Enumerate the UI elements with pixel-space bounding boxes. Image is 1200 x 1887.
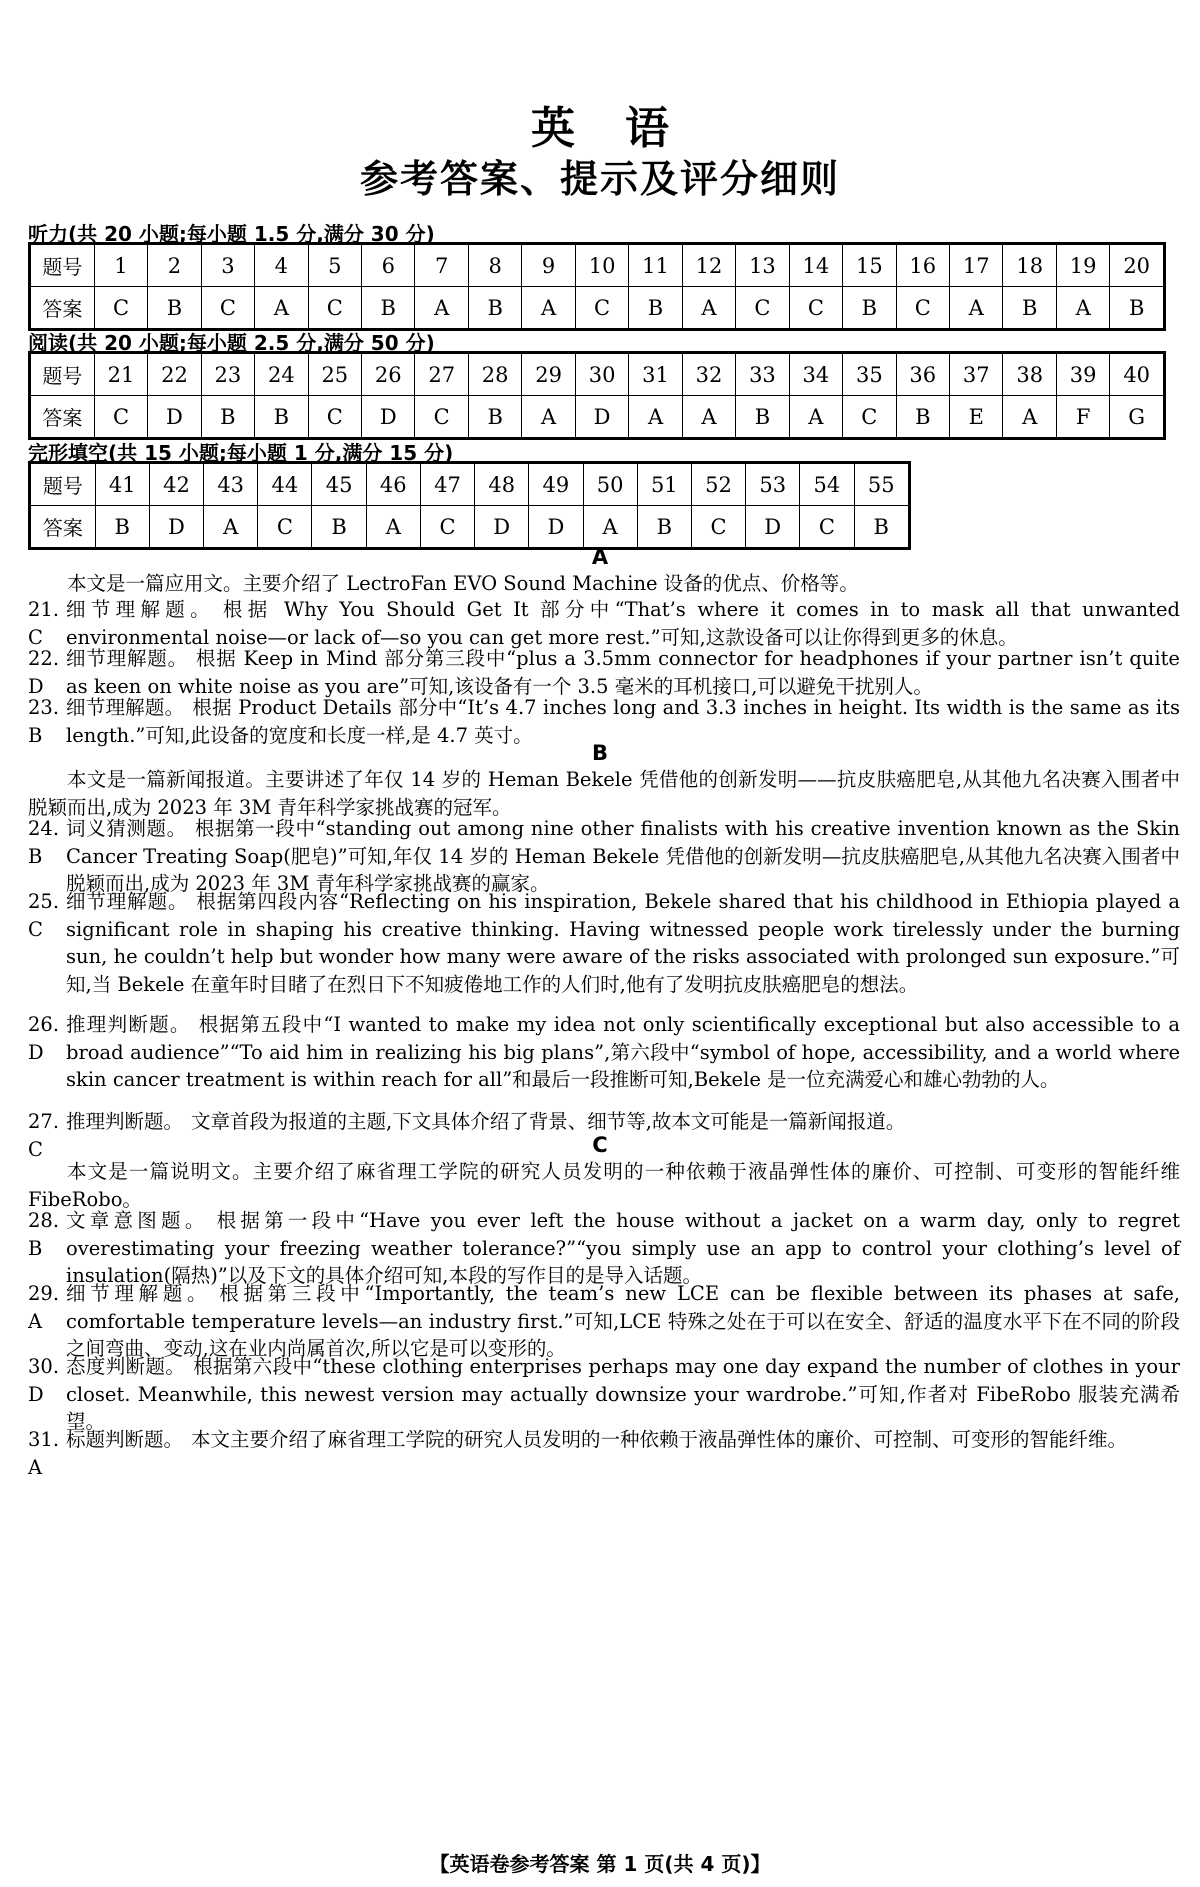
answer-cell: A [255, 287, 308, 330]
explanation-text: 文章首段为报道的主题,下文具体介绍了背景、细节等,故本文可能是一篇新闻报道。 [191, 1110, 906, 1133]
row-label-answer: 答案 [30, 287, 95, 330]
answer-cell: B [201, 396, 254, 439]
question-number-cell: 55 [854, 463, 909, 506]
row-label-answer: 答案 [30, 506, 96, 549]
explanation-text: 根据第三段中“Importantly, the team’s new LCE can be flexible between its phases at safe, comfortable temperature levels—an industry first.”可知,LCE 特殊之处在于可以在安全、舒适的温度水平下在不同的阶段之间弯曲、变动,这在业内尚属首次,所以它是可以变形的。 [66, 1282, 1180, 1360]
passage-b-heading: B [591, 741, 608, 765]
row-label-question: 题号 [30, 353, 95, 396]
explanation-31 [28, 1426, 1180, 1479]
answer-cell: A [1003, 396, 1056, 439]
answer-cell: A [789, 396, 842, 439]
question-number-cell: 40 [1110, 353, 1165, 396]
question-number-cell: 38 [1003, 353, 1056, 396]
question-number-cell: 42 [149, 463, 203, 506]
question-number-cell: 19 [1056, 244, 1109, 287]
question-number-cell: 10 [575, 244, 628, 287]
answer-cell: A [682, 396, 735, 439]
question-number-cell: 32 [682, 353, 735, 396]
answer-cell: C [789, 287, 842, 330]
answer-cell: C [94, 287, 147, 330]
question-number-cell: 49 [529, 463, 583, 506]
answer-cell: B [896, 396, 949, 439]
question-number-cell: 22 [148, 353, 201, 396]
question-type: 细节理解题。 [66, 647, 188, 670]
explanation-text: 根据第一段中“Have you ever left the house without a jacket on a warm day, only to regret overestimating your freezing weather tolerance?”“you simply use an app to control your clothing’s level of insulation(隔热)”以及下文的具体介绍可知,本段的写作目的是导入话题。 [66, 1209, 1180, 1287]
passage-b-summary: 本文是一篇新闻报道。主要讲述了年仅 14 岁的 Heman Bekele 凭借他的创新发明——抗皮肤癌肥皂,从其他九名决赛入围者中脱颖而出,成为 2023 年 3M 青年科学家挑战赛的冠军。 [28, 768, 1180, 819]
answer-cell: A [415, 287, 468, 330]
table-row-numbers [30, 463, 910, 506]
row-label-answer: 答案 [30, 396, 95, 439]
question-type: 细节理解题。 [66, 598, 215, 621]
question-answer: 31. A [28, 1428, 60, 1479]
question-number-cell: 52 [691, 463, 745, 506]
question-number-cell: 9 [522, 244, 575, 287]
question-number-cell: 34 [789, 353, 842, 396]
answer-cell: A [522, 287, 575, 330]
answer-cell: B [312, 506, 366, 549]
answer-cell: D [148, 396, 201, 439]
question-number-cell: 17 [950, 244, 1003, 287]
question-answer: 26. D [28, 1013, 60, 1064]
question-number-cell: 53 [746, 463, 800, 506]
passage-c-summary: 本文是一篇说明文。主要介绍了麻省理工学院的研究人员发明的一种依赖于液晶弹性体的廉价、可控制、可变形的智能纤维 FibeRobo。 [28, 1160, 1180, 1211]
row-label-question: 题号 [30, 463, 96, 506]
explanation-text: 根据第六段中“these clothing enterprises perhaps may one day expand the number of clothes in your closet. Meanwhile, this newest version may actually downsize your wardrobe.”可知,作者对 FibeRobo 服装充满希望。 [66, 1355, 1180, 1433]
explanation-27 [28, 1108, 1180, 1161]
answer-cell: C [415, 396, 468, 439]
question-number-cell: 28 [468, 353, 521, 396]
answer-cell: C [308, 287, 361, 330]
explanation-text: 根据 Keep in Mind 部分第三段中“plus a 3.5mm connector for headphones if your partner isn’t quite as keen on white noise as you are”可知,该设备有一个 3.5 毫米的耳机接口,可以避免干扰别人。 [66, 647, 1180, 698]
answer-cell: B [468, 396, 521, 439]
answer-cell: B [148, 287, 201, 330]
question-answer: 24. B [28, 817, 60, 868]
question-number-cell: 1 [94, 244, 147, 287]
answer-cell: A [1056, 287, 1109, 330]
question-number-cell: 11 [629, 244, 682, 287]
question-number-cell: 20 [1110, 244, 1165, 287]
question-answer: 21. C [28, 598, 60, 649]
question-number-cell: 24 [255, 353, 308, 396]
passage-a-summary: 本文是一篇应用文。主要介绍了 LectroFan EVO Sound Machine 设备的优点、价格等。 [67, 572, 859, 595]
question-number-cell: 25 [308, 353, 361, 396]
answer-cell: D [149, 506, 203, 549]
question-number-cell: 50 [583, 463, 637, 506]
question-answer: 27. C [28, 1110, 60, 1161]
answer-table-reading [28, 351, 1166, 440]
answer-cell: C [575, 287, 628, 330]
question-answer: 22. D [28, 647, 60, 698]
question-number-cell: 43 [204, 463, 258, 506]
question-number-cell: 2 [148, 244, 201, 287]
passage-c-heading: C [592, 1133, 608, 1157]
answer-cell: D [362, 396, 415, 439]
answer-cell: C [308, 396, 361, 439]
question-number-cell: 5 [308, 244, 361, 287]
answer-cell: B [629, 287, 682, 330]
page-subtitle: 参考答案、提示及评分细则 [359, 157, 840, 201]
question-number-cell: 13 [736, 244, 789, 287]
question-answer: 29. A [28, 1282, 60, 1333]
question-number-cell: 33 [736, 353, 789, 396]
question-number-cell: 41 [95, 463, 149, 506]
answer-table-listening [28, 242, 1166, 331]
explanation-25 [28, 888, 1180, 998]
answer-cell: G [1110, 396, 1165, 439]
question-answer: 30. D [28, 1355, 60, 1406]
answer-cell: C [896, 287, 949, 330]
question-number-cell: 51 [637, 463, 691, 506]
question-type: 词义猜测题。 [66, 817, 187, 840]
question-type: 细节理解题。 [66, 696, 185, 719]
question-number-cell: 21 [94, 353, 147, 396]
explanation-28 [28, 1207, 1180, 1290]
question-number-cell: 26 [362, 353, 415, 396]
answer-cell: C [201, 287, 254, 330]
question-number-cell: 18 [1003, 244, 1056, 287]
question-number-cell: 14 [789, 244, 842, 287]
answer-cell: A [366, 506, 420, 549]
explanation-text: 根据第四段内容“Reflecting on his inspiration, Bekele shared that his childhood in Ethiopia played a significant role in shaping his creative thinking. Having witnessed people work tirelessly under the burning sun, he couldn’t help but wonder how many were aware of the risks associated with prolonged sun exposure.”可知,当 Bekele 在童年时目睹了在烈日下不知疲倦地工作的人们时,他有了发明抗皮肤癌肥皂的想法。 [66, 890, 1180, 996]
explanation-26 [28, 1011, 1180, 1094]
row-label-question: 题号 [30, 244, 95, 287]
explanation-text: 根据 Why You Should Get It 部分中“That’s where it comes in to mask all that unwanted environmental noise—or lack of—so you can get more rest.”可知,这款设备可以让你得到更多的休息。 [66, 598, 1180, 649]
question-number-cell: 47 [420, 463, 474, 506]
answer-cell: C [843, 396, 896, 439]
question-answer: 23. B [28, 696, 60, 747]
question-number-cell: 36 [896, 353, 949, 396]
answer-cell: B [854, 506, 909, 549]
question-number-cell: 30 [575, 353, 628, 396]
page-title: 英语 [531, 103, 719, 154]
answer-cell: A [204, 506, 258, 549]
answer-cell: C [800, 506, 854, 549]
table-row-numbers [30, 244, 1165, 287]
table-row-answers [30, 287, 1165, 330]
question-answer: 28. B [28, 1209, 60, 1260]
question-type: 细节理解题。 [66, 1282, 212, 1305]
question-number-cell: 54 [800, 463, 854, 506]
answer-cell: B [637, 506, 691, 549]
explanation-30 [28, 1353, 1180, 1436]
explanation-text: 根据第五段中“I wanted to make my idea not only scientifically exceptional but also accessible to a broad audience”“To aid him in realizing his big plans”,第六段中“symbol of hope, accessibility, and a world where skin cancer treatment is within reach for all”和最后一段推断可知,Bekele 是一位充满爱心和雄心勃勃的人。 [66, 1013, 1180, 1091]
question-number-cell: 35 [843, 353, 896, 396]
question-number-cell: 29 [522, 353, 575, 396]
question-number-cell: 4 [255, 244, 308, 287]
question-number-cell: 48 [475, 463, 529, 506]
question-type: 标题判断题。 [66, 1428, 184, 1451]
passage-a-heading: A [591, 545, 609, 569]
explanation-22 [28, 645, 1180, 700]
answer-cell: C [258, 506, 312, 549]
page-footer: 【英语卷参考答案 第 1 页(共 4 页)】 [429, 1852, 771, 1876]
explanation-text: 本文主要介绍了麻省理工学院的研究人员发明的一种依赖于液晶弹性体的廉价、可控制、可变形的智能纤维。 [191, 1428, 1128, 1451]
answer-cell: D [746, 506, 800, 549]
answer-cell: C [94, 396, 147, 439]
answer-cell: C [420, 506, 474, 549]
explanation-text: 根据 Product Details 部分中“It’s 4.7 inches long and 3.3 inches in height. Its width is the same as its length.”可知,此设备的宽度和长度一样,是 4.7 英寸。 [66, 696, 1180, 747]
question-type: 推理判断题。 [66, 1013, 191, 1036]
question-number-cell: 8 [468, 244, 521, 287]
answer-cell: B [468, 287, 521, 330]
question-number-cell: 27 [415, 353, 468, 396]
question-number-cell: 7 [415, 244, 468, 287]
question-number-cell: 44 [258, 463, 312, 506]
answer-cell: B [1110, 287, 1165, 330]
question-number-cell: 39 [1056, 353, 1109, 396]
question-number-cell: 12 [682, 244, 735, 287]
answer-table-cloze [28, 461, 911, 550]
question-number-cell: 16 [896, 244, 949, 287]
answer-cell: B [362, 287, 415, 330]
answer-cell: A [522, 396, 575, 439]
explanation-text: 根据第一段中“standing out among nine other finalists with his creative invention known as the Skin Cancer Treating Soap(肥皂)”可知,年仅 14 岁的 Heman Bekele 凭借他的创新发明—抗皮肤癌肥皂,从其他九名决赛入围者中脱颖而出,成为 2023 年 3M 青年科学家挑战赛的赢家。 [66, 817, 1180, 895]
question-number-cell: 15 [843, 244, 896, 287]
question-number-cell: 31 [629, 353, 682, 396]
question-type: 推理判断题。 [66, 1110, 184, 1133]
explanation-29 [28, 1280, 1180, 1363]
section-heading-reading: 阅读(共 20 小题;每小题 2.5 分,满分 50 分) [28, 331, 435, 355]
answer-cell: C [736, 287, 789, 330]
answer-cell: B [1003, 287, 1056, 330]
table-row-answers [30, 506, 910, 549]
question-number-cell: 23 [201, 353, 254, 396]
question-number-cell: 46 [366, 463, 420, 506]
answer-cell: A [682, 287, 735, 330]
answer-cell: B [843, 287, 896, 330]
answer-cell: A [950, 287, 1003, 330]
answer-cell: D [575, 396, 628, 439]
question-answer: 25. C [28, 890, 60, 941]
answer-cell: C [691, 506, 745, 549]
question-number-cell: 45 [312, 463, 366, 506]
table-row-answers [30, 396, 1165, 439]
question-type: 细节理解题。 [66, 890, 189, 913]
answer-cell: D [475, 506, 529, 549]
answer-cell: F [1056, 396, 1109, 439]
explanation-21 [28, 596, 1180, 651]
section-heading-cloze: 完形填空(共 15 小题;每小题 1 分,满分 15 分) [28, 441, 454, 465]
question-type: 文章意图题。 [66, 1209, 209, 1232]
answer-cell: D [529, 506, 583, 549]
answer-cell: A [583, 506, 637, 549]
question-number-cell: 6 [362, 244, 415, 287]
answer-cell: B [95, 506, 149, 549]
answer-cell: B [255, 396, 308, 439]
table-row-numbers [30, 353, 1165, 396]
section-heading-listening: 听力(共 20 小题;每小题 1.5 分,满分 30 分) [28, 222, 435, 246]
answer-cell: A [629, 396, 682, 439]
question-type: 态度判断题。 [66, 1355, 186, 1378]
question-number-cell: 37 [950, 353, 1003, 396]
explanation-24 [28, 815, 1180, 898]
question-number-cell: 3 [201, 244, 254, 287]
answer-cell: E [950, 396, 1003, 439]
answer-cell: B [736, 396, 789, 439]
